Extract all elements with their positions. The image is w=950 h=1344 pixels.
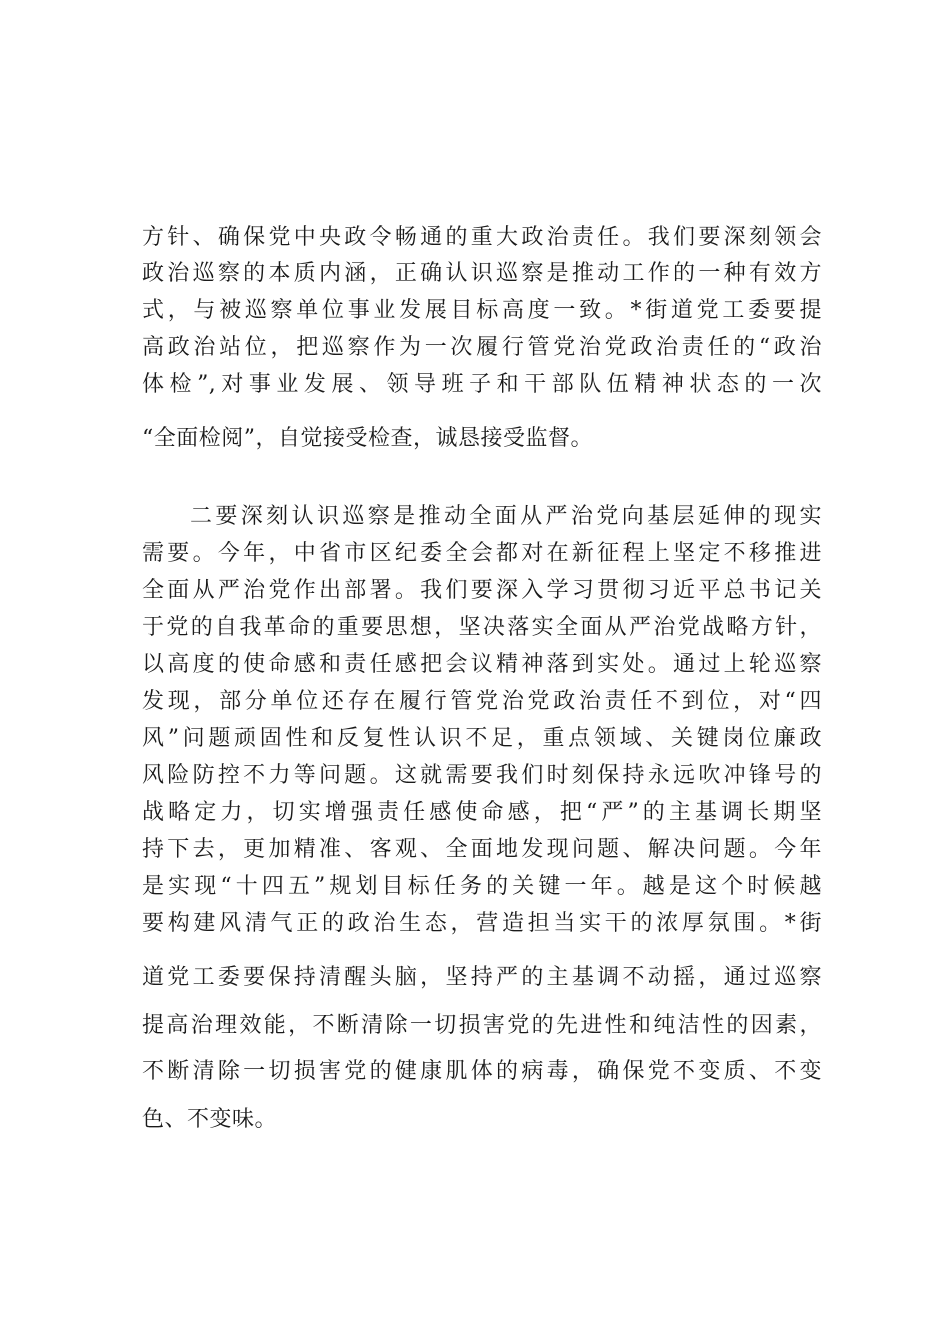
text-line: 高政治站位，把巡察作为一次履行管党治党政治责任的“政治: [142, 335, 822, 360]
text-line: 二要深刻认识巡察是推动全面从严治党向基层延伸的现实: [190, 504, 822, 529]
text-line: 风险防控不力等问题。这就需要我们时刻保持永远吹冲锋号的: [142, 763, 822, 788]
text-line: 方针、确保党中央政令畅通的重大政治责任。我们要深刻领会: [142, 225, 822, 250]
text-line: 体检”,对事业发展、领导班子和干部队伍精神状态的一次: [142, 372, 822, 397]
text-line: 要构建风清气正的政治生态，营造担当实干的浓厚氛围。*街: [142, 911, 822, 936]
text-line: 道党工委要保持清醒头脑，坚持严的主基调不动摇，通过巡察: [142, 965, 822, 990]
text-line: 风”问题顽固性和反复性认识不足，重点领域、关键岗位廉政: [142, 726, 822, 751]
text-line: 以高度的使命感和责任感把会议精神落到实处。通过上轮巡察: [142, 652, 822, 677]
text-line: 发现，部分单位还存在履行管党治党政治责任不到位，对“四: [142, 689, 822, 714]
text-line: 提高治理效能，不断清除一切损害党的先进性和纯洁性的因素，: [142, 1013, 822, 1038]
text-line: 战略定力，切实增强责任感使命感，把“严”的主基调长期坚: [142, 800, 822, 825]
text-line: 全面从严治党作出部署。我们要深入学习贯彻习近平总书记关: [142, 578, 822, 603]
text-line: 需要。今年，中省市区纪委全会都对在新征程上坚定不移推进: [142, 541, 822, 566]
text-line: 是实现“十四五”规划目标任务的关键一年。越是这个时候越: [142, 874, 822, 899]
text-line: “全面检阅”，自觉接受检查，诚恳接受监督。: [142, 426, 593, 451]
text-line: 式，与被巡察单位事业发展目标高度一致。*街道党工委要提: [142, 298, 822, 323]
text-line: 不断清除一切损害党的健康肌体的病毒，确保党不变质、不变: [142, 1059, 822, 1084]
text-line: 色、不变味。: [142, 1107, 278, 1132]
text-line: 持下去，更加精准、客观、全面地发现问题、解决问题。今年: [142, 837, 822, 862]
text-line: 政治巡察的本质内涵，正确认识巡察是推动工作的一种有效方: [142, 261, 822, 286]
text-line: 于党的自我革命的重要思想，坚决落实全面从严治党战略方针，: [142, 615, 822, 640]
